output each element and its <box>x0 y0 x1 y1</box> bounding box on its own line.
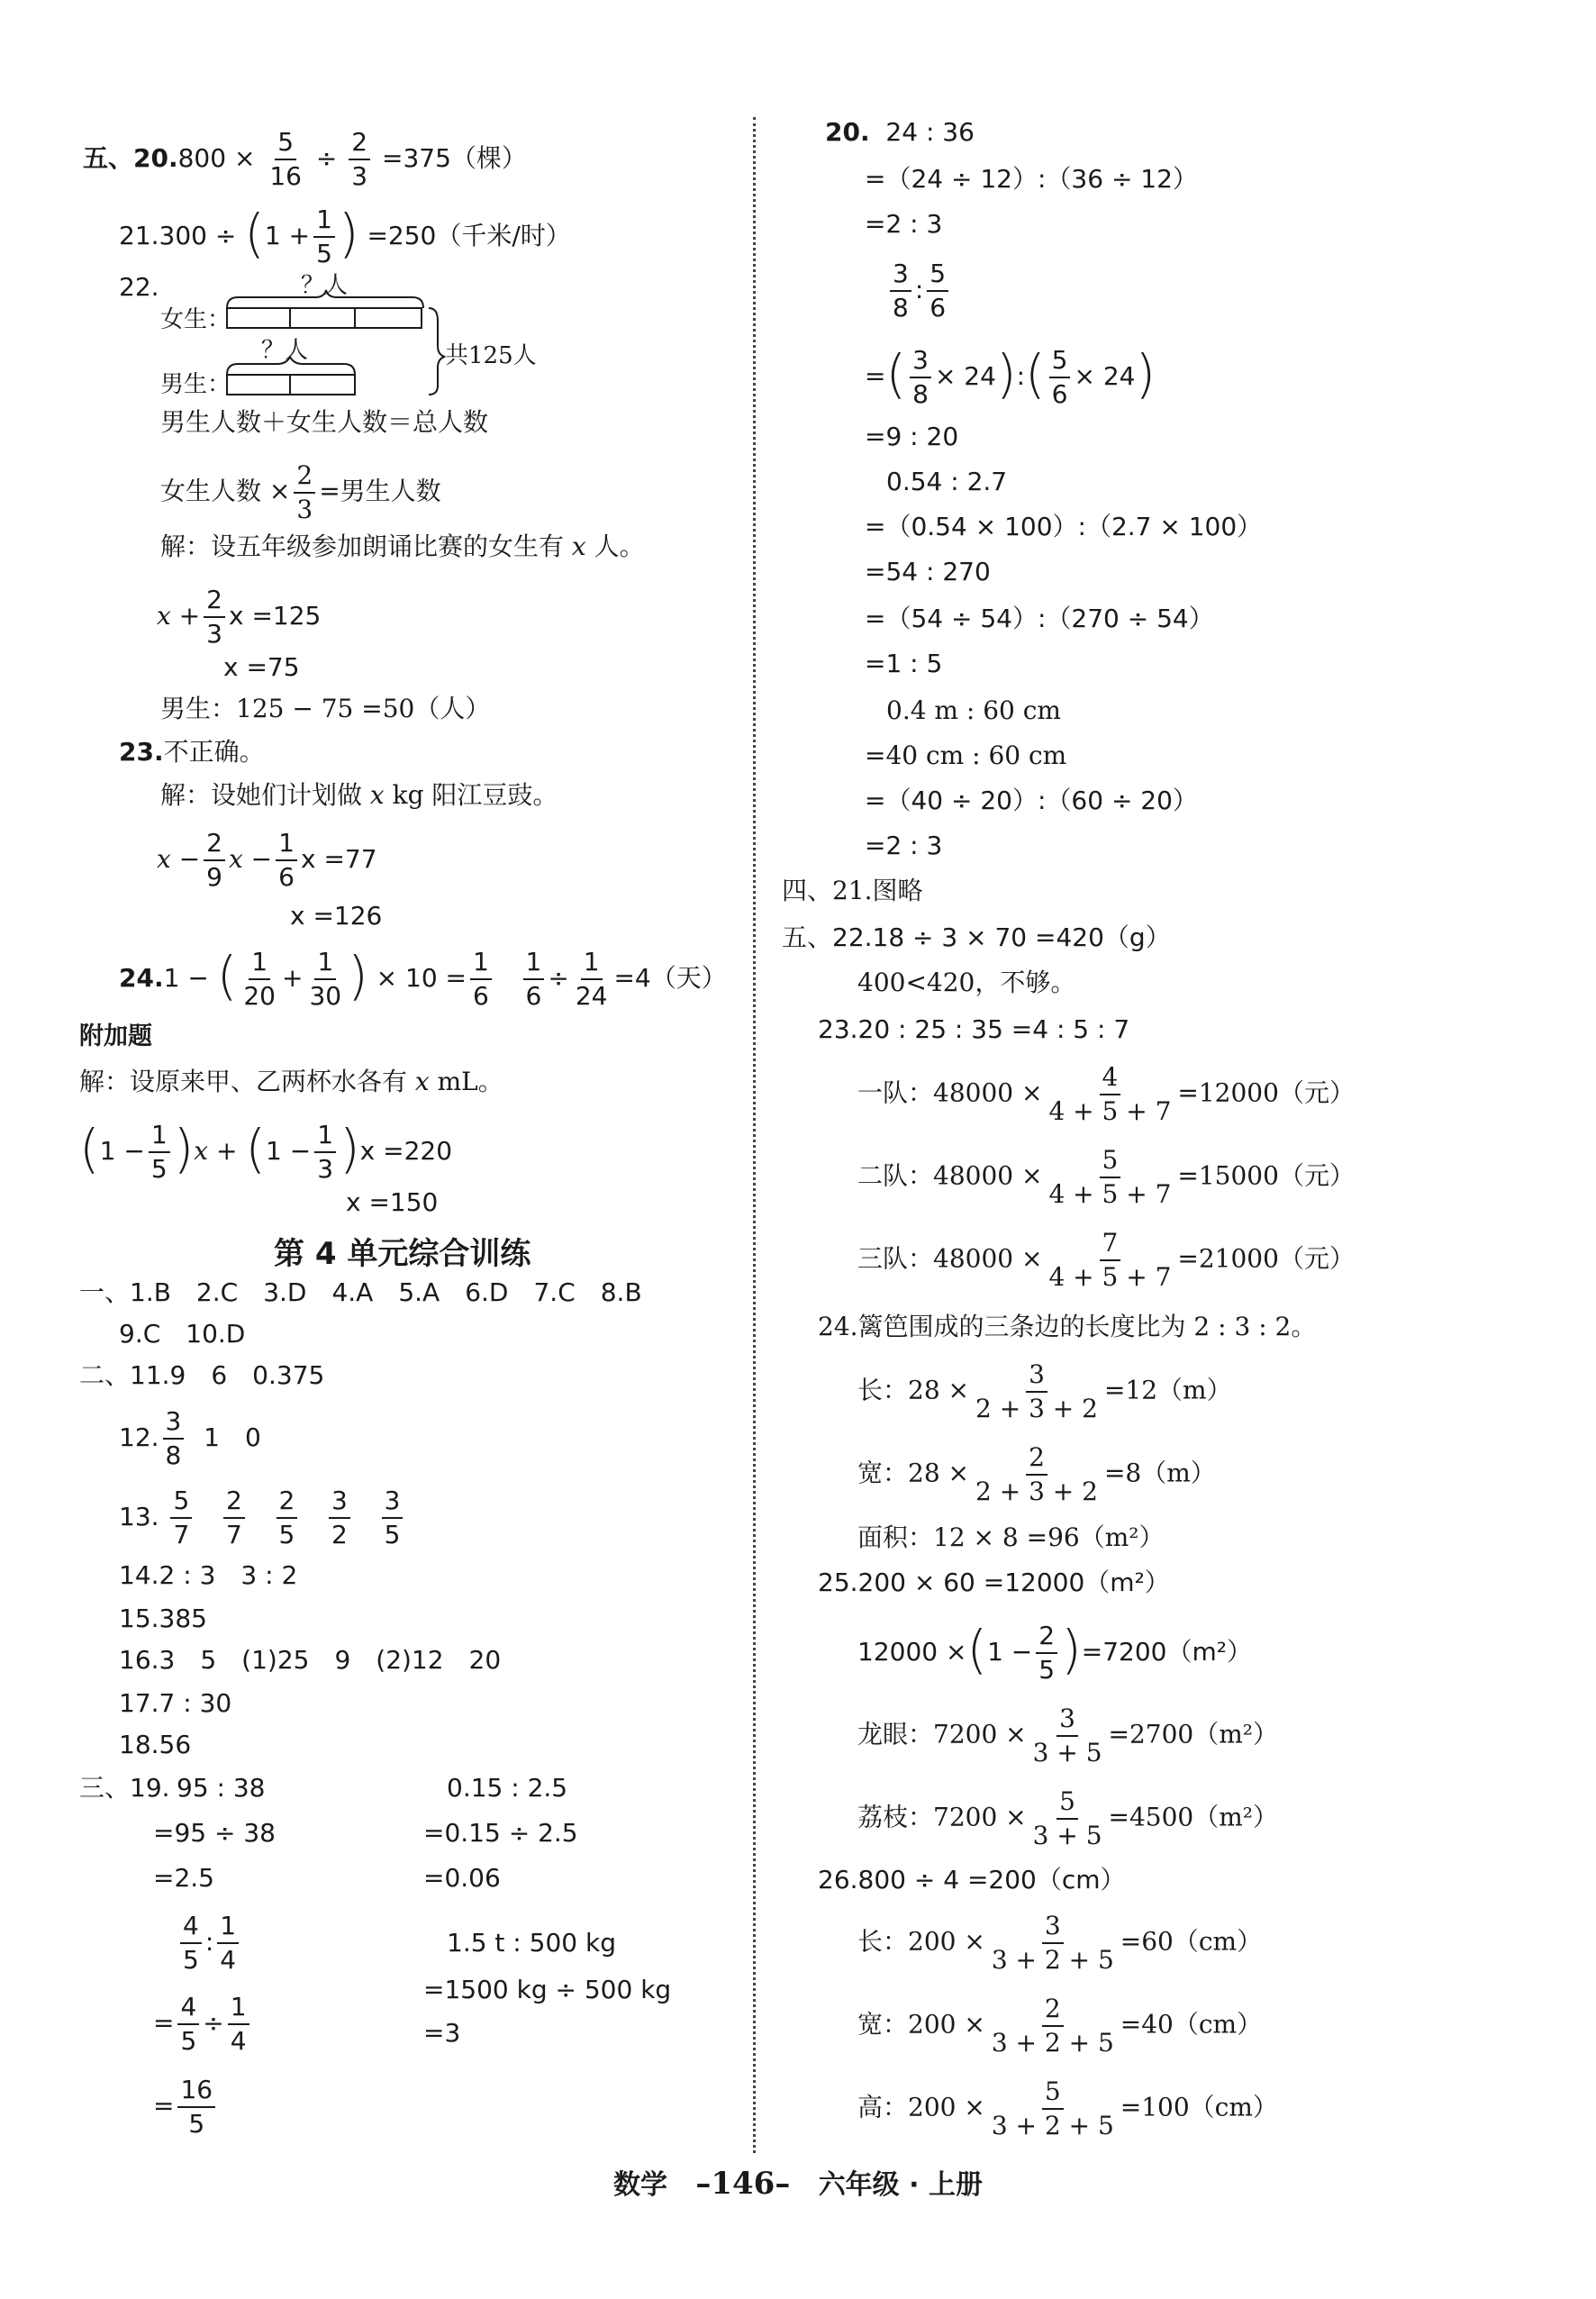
numerator: 2 <box>1042 1995 1064 2027</box>
girls-bar <box>227 308 422 328</box>
expr-part: 1 + <box>264 221 311 251</box>
page-number: –146– <box>695 2166 791 2202</box>
fraction <box>180 1912 202 1975</box>
numerator: 2 <box>277 1486 298 1519</box>
result: =40（cm） <box>1120 2009 1263 2040</box>
expr-part: 一队：48000 × <box>857 1077 1043 1108</box>
denominator: 5 <box>180 2026 197 2057</box>
text-line: 26.800 ÷ 4 =200（cm） <box>818 1865 1126 1895</box>
expr-part: 荔枝：7200 × <box>857 1802 1027 1832</box>
text-line: =1500 kg ÷ 500 kg <box>423 1975 672 2004</box>
paren: ) <box>338 203 359 265</box>
text-line: =2.5 <box>153 1863 214 1893</box>
expr-part: x − <box>228 844 273 875</box>
numerator: 2 <box>223 1486 245 1519</box>
operator: : <box>914 275 924 305</box>
bonus-title: 附加题 <box>79 1022 152 1050</box>
text-line: =（24 ÷ 12）:（36 ÷ 12） <box>865 164 1198 194</box>
fraction <box>277 1486 298 1549</box>
denominator: 30 <box>309 981 342 1012</box>
numerator: 5 <box>1100 1146 1121 1178</box>
paren: ( <box>79 1118 100 1180</box>
expr-part: x + <box>194 1136 238 1167</box>
question-number: 23. <box>119 737 164 767</box>
numerator: 1 <box>314 1121 336 1153</box>
fraction <box>149 1121 170 1184</box>
fraction <box>329 1486 350 1549</box>
fraction <box>170 1486 192 1549</box>
numerator: 1 <box>470 948 492 980</box>
denominator: 5 <box>316 239 332 269</box>
fraction <box>470 948 492 1011</box>
fraction <box>313 205 335 268</box>
left-q21 <box>119 205 571 268</box>
numerator: 3 <box>1026 1360 1047 1393</box>
text-part: 解：设她们计划做 <box>160 780 363 810</box>
page-footer <box>0 2162 1596 2202</box>
denominator: 6 <box>278 862 295 893</box>
left-q12 <box>119 1407 261 1470</box>
right-q24-row <box>857 1360 1232 1423</box>
fraction <box>177 2076 215 2139</box>
numerator: 5 <box>170 1486 192 1519</box>
question-number: 24. <box>119 963 164 994</box>
operator: + <box>281 963 304 994</box>
right-q20-frac-mult <box>865 343 1156 410</box>
numerator: 3 <box>382 1486 404 1519</box>
numerator: 2 <box>204 586 225 618</box>
fraction <box>1046 1146 1174 1209</box>
girls-brace <box>227 290 423 308</box>
text-line: 0.15 : 2.5 <box>447 1773 568 1803</box>
left-q23-title <box>119 737 265 768</box>
text-line: =54 : 270 <box>865 557 991 586</box>
expr-part: 1 − <box>987 1637 1033 1667</box>
boys-brace <box>227 357 355 375</box>
denominator: 2 + 3 + 2 <box>975 1394 1098 1424</box>
right-q23-row <box>857 1229 1355 1292</box>
expr-part: x =125 <box>228 601 322 632</box>
question-number: 三、19. <box>79 1773 170 1803</box>
right-q26-row <box>857 1912 1262 1975</box>
expr-part: 300 ÷ <box>159 221 237 251</box>
operator: : <box>204 1927 214 1958</box>
text-line: 95 : 38 <box>177 1773 266 1803</box>
denominator: 3 <box>351 161 368 192</box>
expr-part: × 10 = <box>376 963 467 994</box>
fraction <box>223 1486 245 1549</box>
total-label: 共125人 <box>445 342 537 369</box>
paren: ) <box>995 343 1017 405</box>
result: =12000（元） <box>1177 1077 1355 1108</box>
operator: ÷ <box>203 2008 224 2039</box>
expr-part: 1 0 <box>204 1422 261 1453</box>
expr-part: x =77 <box>300 844 377 875</box>
denominator: 3 + 2 + 5 <box>991 1945 1114 1976</box>
fraction <box>927 259 948 323</box>
left-q23-l2 <box>157 829 377 892</box>
fraction <box>910 346 931 409</box>
expr-part: 女生人数 × <box>160 476 291 506</box>
left-q13 <box>119 1486 406 1549</box>
expr-part: 龙眼：7200 × <box>857 1719 1027 1749</box>
result: =100（cm） <box>1120 2092 1278 2122</box>
expr-part: x + <box>157 601 201 632</box>
denominator: 2 <box>331 1520 348 1550</box>
paren: ) <box>1061 1619 1082 1681</box>
text-part: 解：设五年级参加朗诵比赛的女生有 <box>160 532 565 561</box>
fraction <box>973 1443 1101 1506</box>
denominator: 3 <box>317 1154 334 1185</box>
right-q25-l2 <box>857 1619 1252 1686</box>
result: =2700（m²） <box>1108 1719 1279 1749</box>
operator: = <box>153 2091 175 2122</box>
expr-part: 宽：200 × <box>857 2009 985 2040</box>
text-line: x =150 <box>346 1187 439 1217</box>
paren: ( <box>245 1118 266 1180</box>
result: =4（天） <box>613 963 727 994</box>
left-q22-l4 <box>157 586 321 649</box>
denominator: 5 <box>384 1520 401 1550</box>
text-line: =（0.54 × 100）:（2.7 × 100） <box>865 512 1263 541</box>
fraction <box>1049 346 1071 409</box>
text-line: =0.15 ÷ 2.5 <box>423 1818 578 1848</box>
expr-part: 800 × <box>177 143 256 174</box>
paren: ) <box>348 945 368 1007</box>
question-number: 12. <box>119 1422 159 1453</box>
fraction <box>1030 1704 1105 1767</box>
numerator: 3 <box>1042 1912 1064 1944</box>
fraction <box>267 128 304 191</box>
question-number: 五、20. <box>83 143 178 174</box>
text-line: =0.06 <box>423 1863 501 1893</box>
expr-part: x =220 <box>359 1136 453 1167</box>
text-line: 25.200 × 60 =12000（m²） <box>818 1568 1170 1597</box>
denominator: 24 <box>575 981 608 1012</box>
denominator: 6 <box>929 293 947 323</box>
expr-part: 二队：48000 × <box>857 1160 1043 1191</box>
fraction <box>989 1995 1117 2058</box>
operator: = <box>865 361 886 392</box>
total-brace <box>429 308 445 395</box>
fraction <box>890 259 911 323</box>
result: =60（cm） <box>1120 1926 1263 1957</box>
footer-subject: 数学 <box>613 2169 668 2201</box>
operator: ÷ <box>315 143 338 174</box>
paren: ) <box>173 1118 195 1180</box>
fraction <box>1036 1622 1057 1685</box>
numerator: 3 <box>329 1486 350 1519</box>
text-line: 0.4 m : 60 cm <box>886 695 1061 725</box>
result: =4500（m²） <box>1108 1802 1279 1832</box>
left-q24 <box>119 945 727 1012</box>
right-q25-row <box>857 1787 1278 1850</box>
question-number: 21. <box>119 221 159 251</box>
left-q19-res <box>153 2076 219 2139</box>
text-line: =（40 ÷ 20）:（60 ÷ 20） <box>865 786 1198 815</box>
expr-part: 1 − <box>266 1136 312 1167</box>
numerator: 2 <box>1026 1443 1047 1476</box>
text-line: =40 cm : 60 cm <box>865 741 1067 770</box>
result: =7200（m²） <box>1081 1637 1252 1667</box>
expr-part: x − <box>157 844 201 875</box>
numerator: 5 <box>1049 346 1071 378</box>
numerator: 2 <box>204 829 225 861</box>
text-part: 不正确。 <box>163 737 265 767</box>
text-part: mL。 <box>437 1067 503 1096</box>
denominator: 20 <box>243 981 276 1012</box>
numerator: 4 <box>177 1993 199 2025</box>
denominator: 6 <box>525 981 542 1012</box>
expr-part: 宽：28 × <box>857 1458 969 1488</box>
text-line: 9.C 10.D <box>119 1319 246 1349</box>
question-number: 22. <box>119 272 159 302</box>
denominator: 4 <box>220 1945 237 1976</box>
numerator: 4 <box>180 1912 202 1944</box>
text-line: 男生：125 − 75 =50（人） <box>160 694 491 723</box>
segment-diagram <box>225 288 450 396</box>
denominator: 5 <box>1038 1655 1056 1686</box>
bonus-l2 <box>79 1118 453 1185</box>
right-q23-row <box>857 1063 1355 1126</box>
text-line: x =126 <box>290 901 383 931</box>
text-line: 男生人数＋女生人数＝总人数 <box>160 407 489 437</box>
denominator: 5 <box>150 1154 168 1185</box>
fraction <box>973 1360 1101 1423</box>
expr-part: 1 − <box>163 963 209 994</box>
denominator: 3 + 5 <box>1032 1821 1102 1851</box>
fraction <box>240 948 278 1011</box>
fraction <box>573 948 611 1011</box>
expr-part: 24 : 36 <box>885 117 975 147</box>
text-line: 0.54 : 2.7 <box>886 467 1008 496</box>
result: =15000（元） <box>1177 1160 1355 1191</box>
expr-part: 长：200 × <box>857 1926 985 1957</box>
fraction <box>177 1993 199 2056</box>
unit-title: 第 4 单元综合训练 <box>274 1236 531 1272</box>
right-q26-row <box>857 2077 1278 2140</box>
expr-part: 长：28 × <box>857 1375 969 1405</box>
denominator: 8 <box>165 1440 182 1471</box>
paren: ) <box>340 1118 360 1180</box>
numerator: 2 <box>294 461 315 494</box>
fraction <box>1046 1063 1174 1126</box>
numerator: 1 <box>149 1121 170 1153</box>
denominator: 4 + 5 + 7 <box>1048 1179 1172 1210</box>
paren: ( <box>216 945 238 1007</box>
denominator: 4 + 5 + 7 <box>1048 1262 1172 1293</box>
numerator: 1 <box>523 948 545 980</box>
fraction <box>306 948 344 1011</box>
right-q23-row <box>857 1146 1355 1209</box>
denominator: 5 <box>183 1945 199 1976</box>
text-line: x =75 <box>223 652 300 682</box>
numerator: 1 <box>314 948 336 980</box>
numerator: 1 <box>313 205 335 238</box>
numerator: 5 <box>927 259 948 292</box>
text-line: =2 : 3 <box>865 209 943 239</box>
text-line: 17.7 : 30 <box>119 1688 232 1718</box>
text-line: =（54 ÷ 54）:（270 ÷ 54） <box>865 604 1214 633</box>
numerator: 1 <box>249 948 270 980</box>
denominator: 8 <box>893 293 909 323</box>
text-part: kg 阳江豆豉。 <box>392 780 558 810</box>
numerator: 1 <box>217 1912 239 1944</box>
numerator: 2 <box>1036 1622 1057 1654</box>
left-q22-l2 <box>160 461 441 524</box>
denominator: 3 + 5 <box>1032 1738 1102 1768</box>
text-line: 二、11.9 6 0.375 <box>79 1360 325 1390</box>
denominator: 5 <box>188 2109 205 2140</box>
numerator: 1 <box>276 829 297 861</box>
question-number: 20. <box>825 117 870 147</box>
text-line: 一、1.B 2.C 3.D 4.A 5.A 6.D 7.C 8.B <box>79 1277 642 1307</box>
variable: x <box>571 532 586 561</box>
variable: x <box>369 780 385 810</box>
text-line: 15.385 <box>119 1604 207 1633</box>
denominator: 5 <box>278 1520 295 1550</box>
fraction <box>989 2077 1117 2140</box>
right-q26-row <box>857 1995 1262 2058</box>
fraction <box>217 1912 239 1975</box>
boys-label: 男生： <box>160 371 231 398</box>
denominator: 7 <box>225 1520 242 1550</box>
girls-question-label: ？人 <box>301 272 349 299</box>
text-line: =95 ÷ 38 <box>153 1818 276 1848</box>
expr-part: × 24 <box>934 361 996 392</box>
result: =21000（元） <box>1177 1243 1355 1274</box>
fraction <box>989 1912 1117 1975</box>
text-line: 24.篱笆围成的三条边的长度比为 2 : 3 : 2。 <box>818 1312 1317 1341</box>
fraction <box>204 586 225 649</box>
text-line: =2 : 3 <box>865 831 943 860</box>
operator: = <box>153 2008 175 2039</box>
girls-label: 女生： <box>160 306 231 333</box>
paren: ( <box>1025 343 1046 405</box>
denominator: 3 <box>296 495 313 525</box>
operator: : <box>1016 361 1026 392</box>
result: =8（m） <box>1103 1458 1216 1488</box>
boys-question-label: ？人 <box>261 337 309 364</box>
paren: ) <box>1135 343 1156 405</box>
fraction <box>294 461 315 524</box>
numerator: 2 <box>349 128 370 160</box>
numerator: 1 <box>228 1993 249 2025</box>
expr-part: 1 − <box>99 1136 145 1167</box>
fraction <box>276 829 297 892</box>
fraction <box>523 948 545 1011</box>
operator: ÷ <box>548 963 569 994</box>
result: =250（千米/时） <box>367 221 571 251</box>
bonus-l1 <box>79 1067 503 1097</box>
denominator: 3 + 2 + 5 <box>991 2111 1114 2141</box>
left-q20 <box>83 128 527 191</box>
denominator: 4 <box>230 2026 247 2057</box>
paren: ( <box>885 343 907 405</box>
text-line: 14.2 : 3 3 : 2 <box>119 1560 298 1590</box>
text-line: 400<420，不够。 <box>857 968 1076 997</box>
denominator: 16 <box>269 161 302 192</box>
result: =12（m） <box>1103 1375 1232 1405</box>
left-q23-l1 <box>160 780 558 811</box>
text-part: 解：设原来甲、乙两杯水各有 <box>79 1067 408 1096</box>
fraction <box>1030 1787 1105 1850</box>
column-divider <box>753 117 756 2153</box>
right-q25-row <box>857 1704 1278 1767</box>
fraction <box>382 1486 404 1549</box>
numerator: 5 <box>1056 1787 1078 1820</box>
right-q24-row <box>857 1443 1216 1506</box>
denominator: 7 <box>173 1520 190 1550</box>
expr-part: =男生人数 <box>319 476 441 506</box>
text-line: 23.20 : 25 : 35 =4 : 5 : 7 <box>818 1014 1130 1044</box>
numerator: 3 <box>163 1407 185 1440</box>
text-line: =1 : 5 <box>865 649 943 678</box>
numerator: 3 <box>1056 1704 1078 1737</box>
denominator: 4 + 5 + 7 <box>1048 1096 1172 1127</box>
text-line: 16.3 5 (1)25 9 (2)12 20 <box>119 1645 502 1675</box>
text-line: =3 <box>423 2018 461 2048</box>
expr-part: 12000 × <box>857 1637 967 1667</box>
left-q19-ratio <box>177 1912 242 1975</box>
footer-grade: 六年级 · 上册 <box>818 2169 983 2201</box>
right-q20-l1 <box>825 117 975 148</box>
fraction <box>163 1407 185 1470</box>
numerator: 4 <box>1100 1063 1121 1095</box>
text-line: 四、21.图略 <box>782 876 923 905</box>
fraction <box>314 1121 336 1184</box>
fraction <box>228 1993 249 2056</box>
denominator: 3 <box>206 619 222 650</box>
denominator: 6 <box>473 981 489 1012</box>
expr-part: 高：200 × <box>857 2092 985 2122</box>
paren: ( <box>244 203 265 265</box>
numerator: 16 <box>177 2076 215 2108</box>
text-line: 18.56 <box>119 1730 192 1759</box>
variable: x <box>414 1067 430 1096</box>
denominator: 8 <box>912 379 929 410</box>
text-line: =9 : 20 <box>865 422 959 451</box>
left-q22-l3 <box>160 532 645 562</box>
expr-part: 三队：48000 × <box>857 1243 1043 1274</box>
numerator: 3 <box>910 346 931 378</box>
text-line: 面积：12 × 8 =96（m²） <box>857 1522 1165 1552</box>
question-number: 13. <box>119 1502 159 1532</box>
fraction <box>349 128 370 191</box>
numerator: 1 <box>581 948 603 980</box>
fraction <box>204 829 225 892</box>
denominator: 2 + 3 + 2 <box>975 1477 1098 1507</box>
text-line: 1.5 t : 500 kg <box>447 1928 616 1958</box>
numerator: 3 <box>890 259 911 292</box>
paren: ( <box>966 1619 988 1681</box>
denominator: 6 <box>1051 379 1068 410</box>
numerator: 5 <box>1042 2077 1064 2110</box>
result: =375（棵） <box>381 143 527 174</box>
right-q20-frac-ratio <box>886 259 952 323</box>
expr-part: × 24 <box>1074 361 1136 392</box>
text-part: 人。 <box>594 532 645 561</box>
denominator: 9 <box>206 862 222 893</box>
numerator: 5 <box>275 128 296 160</box>
text-line: 五、22.18 ÷ 3 × 70 =420（g） <box>782 922 1171 952</box>
fraction <box>1046 1229 1174 1292</box>
denominator: 3 + 2 + 5 <box>991 2028 1114 2058</box>
left-q19-div <box>153 1993 253 2056</box>
numerator: 7 <box>1100 1229 1121 1261</box>
